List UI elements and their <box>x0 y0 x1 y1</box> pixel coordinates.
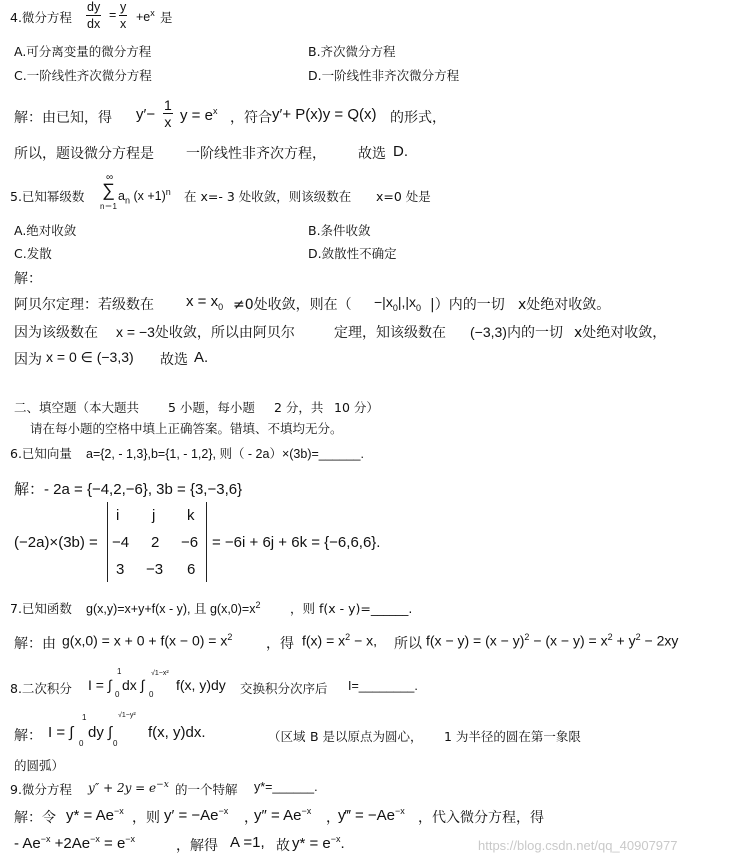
q6-matrix-r3c3: 6 <box>187 561 196 578</box>
q4-solution-label: 解：由已知，得 <box>14 110 112 126</box>
q8-int2-bottom: 0 <box>149 690 154 699</box>
q5-sol-l3a: 因为 <box>14 352 42 368</box>
q8-note4: 的圆弧） <box>14 758 65 773</box>
section2-title: 二、填空题（本大题共 <box>14 400 140 415</box>
q4-frac2-num: y <box>120 0 127 14</box>
q8-sol-a: 解： <box>14 728 42 744</box>
q9-sol-l2f: 故 <box>276 838 290 854</box>
q6-matrix-r2c3: −6 <box>181 534 199 551</box>
q9-sol-l1g: ， <box>326 810 340 826</box>
q4-option-c: C.一阶线性齐次微分方程 <box>14 68 152 83</box>
q5-sol-l1c: ≠0处收敛，则在（ <box>233 297 352 313</box>
q9-stem-blank: y*=______. <box>254 780 318 794</box>
q4-sol-frac <box>163 98 173 130</box>
q8-int-top: 1 <box>117 667 122 676</box>
q5-sol-l2a: 因为该级数在 <box>14 325 98 341</box>
q7-sol-d: $f(x) = x^2 - x$, <box>302 632 378 649</box>
q8-int-bottom: 0 <box>115 690 120 699</box>
q4-frac1-den: dx <box>87 17 101 31</box>
q9-stem-mid: 的一个特解 <box>175 782 238 797</box>
q7-sol-g: $f(x - y) = (x - y)^2 - (x - y) = x^2 + y^2 - 2xy$ <box>426 632 679 649</box>
q4-frac1-num: dy <box>87 0 101 14</box>
q9-sol-l1a: 解：令 <box>14 810 56 826</box>
q8-integral: I = ∫ <box>88 677 112 693</box>
q6-matrix-r1c2: j <box>152 507 156 524</box>
q9-stem: 9.微分方程 <box>10 782 72 797</box>
q7-stem-blank: ，则 f(x - y)=______. <box>290 601 413 616</box>
section2-instructions: 请在每小题的空格中填上正确答案。错填、不填均无分。 <box>30 421 343 436</box>
q4-frac-yx <box>119 0 127 32</box>
q4-sol-answer: D. <box>393 143 408 160</box>
q5-option-d: D.敛散性不确定 <box>308 246 397 261</box>
q9-sol-l1e: ， <box>244 810 258 826</box>
q5-sol-l2c: 定理，知该级数在 <box>334 325 446 341</box>
q9-eq: $y'' + 2y = e^{-x}$ <box>88 780 169 795</box>
q8-stem-blank: I=________. <box>348 679 418 693</box>
q8-sol-int-bottom: 0 <box>79 739 84 748</box>
q9-sol-l1i: ，代入微分方程，得 <box>418 810 544 826</box>
q6-matrix-r3c1: 3 <box>116 561 125 578</box>
q4-stem: 4.微分方程 <box>10 10 72 25</box>
q6-sol-l1: 解：- 2a = {−4,2,−6}, 3b = {3,−3,6} <box>14 481 243 498</box>
q8-dx: dx ∫ <box>122 677 145 693</box>
q9-sol-l2g: $y* = e^{-x}$. <box>292 834 345 852</box>
q5-sol-l1g: x处绝对收敛。 <box>518 297 611 313</box>
q8-note2: B 是以原点为圆心， <box>310 729 423 744</box>
q8-note3: 1 为半径的圆在第一象限 <box>444 729 581 744</box>
q4-sol-frac-num: 1 <box>164 97 172 113</box>
q4-option-d: D.一阶线性非齐次微分方程 <box>308 68 460 83</box>
q4-eq: = <box>109 8 117 22</box>
q7-stem: 7.已知函数 <box>10 601 72 616</box>
q9-sol-l1c: ，则 <box>132 810 160 826</box>
watermark: https://blog.csdn.net/qq_40907977 <box>478 838 678 853</box>
q8-sol-int-top: 1 <box>82 713 87 722</box>
q6-matrix-r1c3: k <box>187 507 195 524</box>
q5-term: $a_n$ $(x +1)^n$ <box>118 187 171 206</box>
q4-sol-line2: 所以，题设微分方程是 <box>14 146 154 162</box>
q8-sol-c: dy ∫ <box>88 724 113 741</box>
q4-tail: $+e^x$ <box>136 8 155 25</box>
q4-option-b: B.齐次微分方程 <box>308 44 396 59</box>
q6-matrix-r2c1: −4 <box>112 534 130 551</box>
q9-sol-l1b: $y* = Ae^{-x}$ <box>66 806 124 824</box>
q7-sol-f: 所以 <box>394 636 422 652</box>
q4-sol-frac-den: x <box>164 114 172 130</box>
q6-sol-lhs: (−2a)×(3b) = <box>14 534 98 551</box>
q4-sol-tail: 的形式， <box>390 110 446 126</box>
section2-t2: 5 小题，每小题 <box>168 400 255 415</box>
q5-stem: 5.已知幂级数 <box>10 189 85 204</box>
q8-sol-d: f(x, y)dx. <box>148 724 206 741</box>
q7-sol-c: ，得 <box>266 636 294 652</box>
q5-sol-l1b: $x = x_0$ <box>186 293 224 312</box>
q5-sol-l2e: x处绝对收敛， <box>574 325 667 341</box>
q5-stem-x0: x=0 处是 <box>376 189 431 204</box>
q4-sol-mid: ，符合 <box>230 110 272 126</box>
q4-sol-form: y′+ P(x)y = Q(x) <box>272 106 377 123</box>
q5-sol-l1f: |）内的一切 <box>430 297 505 313</box>
q6-matrix-r1c1: i <box>116 507 120 524</box>
q5-sum-symbol: ∑ <box>102 180 115 200</box>
q9-sol-l1h: y‴ = $-Ae^{-x}$ <box>338 806 405 824</box>
q8-int2-top: √1−x² <box>151 670 169 677</box>
q9-sol-l2: - $Ae^{-x} +2Ae^{-x} = e^{-x}$ <box>14 834 136 852</box>
q4-frac-dydx <box>86 0 101 32</box>
q5-sol-l3b: x = 0 ∈ (−3,3) <box>46 349 134 365</box>
q6-matrix-r2c2: 2 <box>151 534 160 551</box>
q6-sol-rhs: = −6i + 6j + 6k = {−6,6,6}. <box>212 534 381 551</box>
section2-t3: 2 分，共 <box>274 400 324 415</box>
q5-sol-l1a: 阿贝尔定理：若级数在 <box>14 297 154 313</box>
q4-sol-line2c: 故选 <box>358 146 386 162</box>
q6-determinant-right-bar <box>206 502 207 582</box>
q5-sol-l3c: 故选 <box>160 352 188 368</box>
q8-sol-int2-bottom: 0 <box>113 739 118 748</box>
q4-sol-eq: $y = e^x$ <box>180 106 218 124</box>
q6-stem-vectors: a={2, - 1,3},b={1, - 1,2}, 则（ - 2a）×(3b)=______. <box>86 447 364 461</box>
section2-t4: 10 分） <box>334 400 379 415</box>
q7-sol-a: 解：由 <box>14 636 56 652</box>
q4-option-a: A.可分离变量的微分方程 <box>14 44 152 59</box>
q5-sol-l2d: (−3,3)内的一切 <box>470 324 563 340</box>
q5-sol-l3d: A. <box>194 349 209 366</box>
q7-sol-b: $g(x,0) = x + 0 + f(x - 0) = x^2$ <box>62 632 233 649</box>
q5-sum-bottom: n＝1 <box>100 202 117 211</box>
q8-sol-int2-top: √1−y² <box>118 712 136 719</box>
q4-frac2-den: x <box>120 17 127 31</box>
q9-sol-l2d: ，解得 <box>176 838 218 854</box>
q5-sol-l1d: $-|x_0|,|x_0$ <box>374 294 422 313</box>
q7-stem-func: g(x,y)=x+y+f(x - y), 且 $g(x,0)=x^2$ <box>86 599 261 616</box>
q6-determinant-left-bar <box>107 502 108 582</box>
q8-sol-b: I = ∫ <box>48 724 74 741</box>
q5-sum-top: ∞ <box>106 172 114 183</box>
q5-option-b: B.条件收敛 <box>308 223 371 238</box>
q5-stem-mid: 在 x=- 3 处收敛，则该级数在 <box>184 189 352 204</box>
q6-stem: 6.已知向量 <box>10 446 72 461</box>
q8-note: （区域 <box>268 729 306 744</box>
q4-stem-post: 是 <box>160 10 173 25</box>
q5-option-c: C.发散 <box>14 246 52 261</box>
q5-option-a: A.绝对收敛 <box>14 223 77 238</box>
q6-matrix-r3c2: −3 <box>146 561 164 578</box>
q9-sol-l1f: $y'' = Ae^{-x}$ <box>254 806 312 824</box>
q4-sol-line2b: 一阶线性非齐次方程， <box>186 146 326 162</box>
q9-sol-l1d: $y' = -Ae^{-x}$ <box>164 806 229 824</box>
q4-sol-y: y′− <box>136 106 156 123</box>
q5-solution-label: 解： <box>14 271 42 287</box>
q8-f: f(x, y)dy <box>176 677 226 693</box>
q9-sol-l2e: A =1, <box>230 834 265 851</box>
q8-stem-mid: 交换积分次序后 <box>240 681 328 696</box>
q8-stem: 8.二次积分 <box>10 681 72 696</box>
q5-sol-l2b: x = −3处收敛，所以由阿贝尔 <box>116 324 295 340</box>
